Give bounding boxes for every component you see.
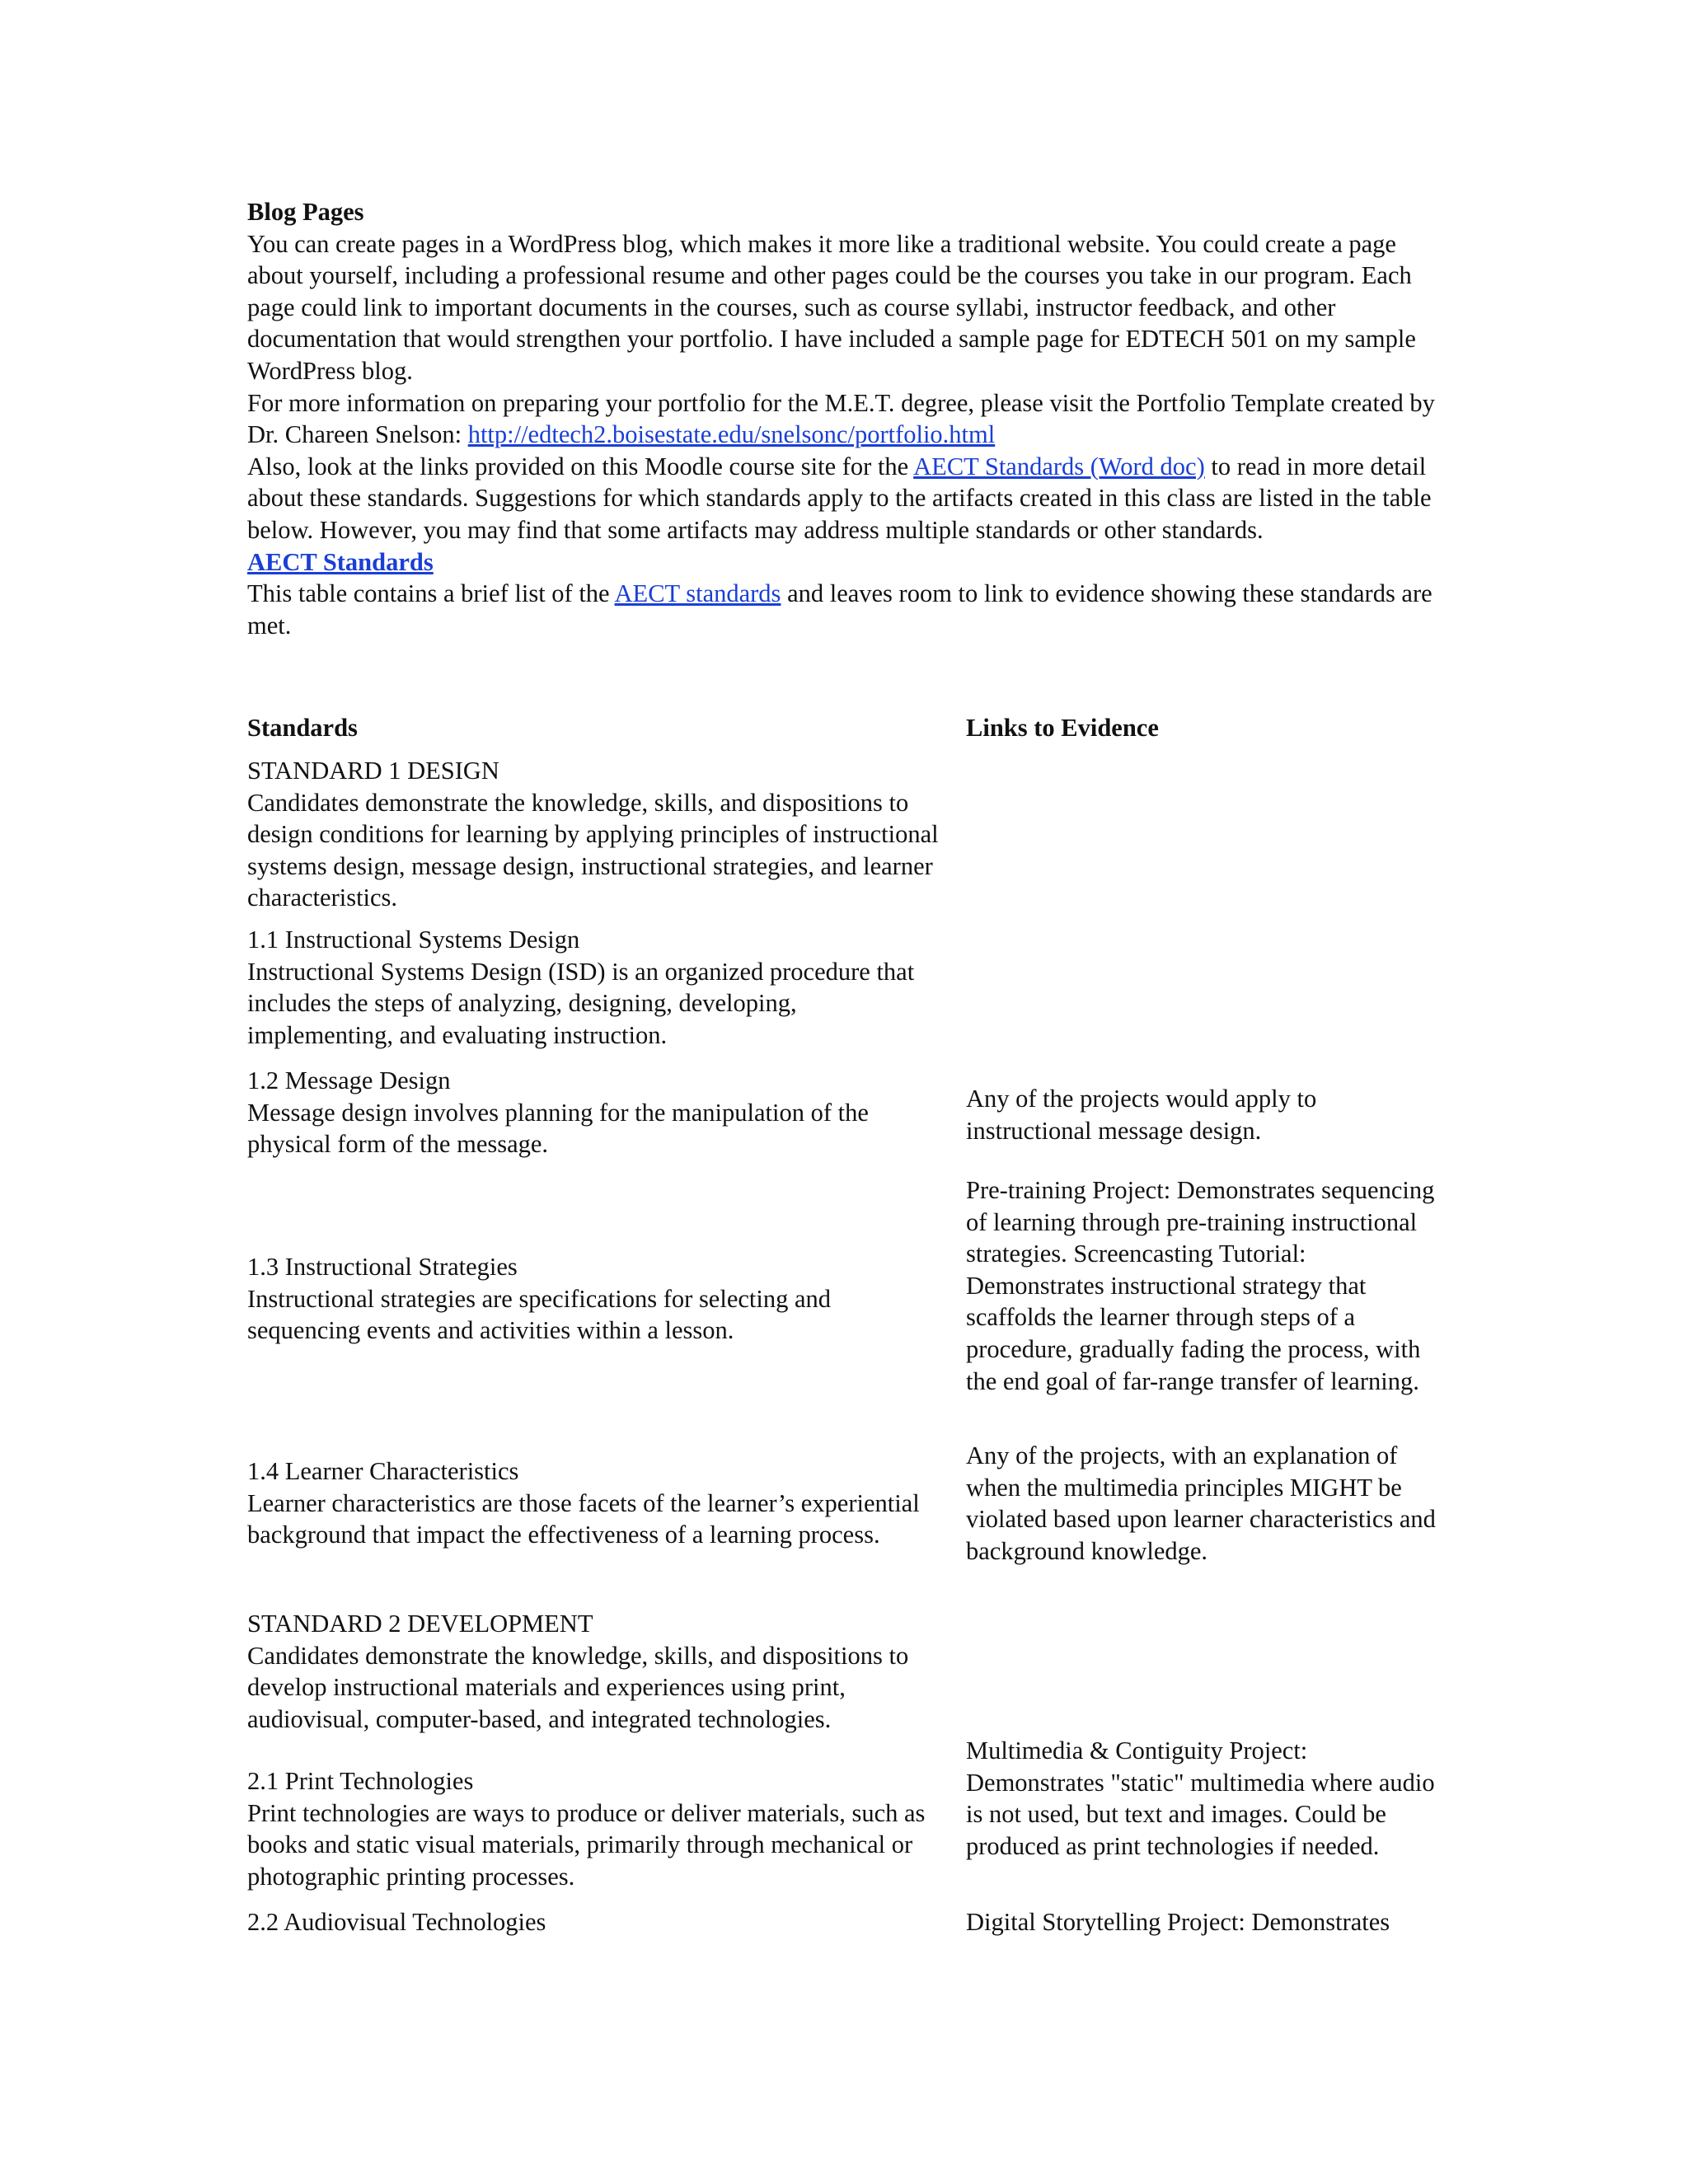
table-intro-paragraph: [247, 578, 1451, 641]
aect-standards-heading-link[interactable]: AECT Standards: [247, 547, 434, 576]
standard-title: 1.2 Message Design: [247, 1066, 451, 1094]
standard-title: 1.4 Learner Characteristics: [247, 1457, 519, 1485]
evidence-2-1: Multimedia & Contiguity Project: Demonstrates "static" multimedia where audio is not used, but text and images. Could be produced as print technologies if needed.: [966, 1736, 1435, 1860]
standard-description: Instructional Systems Design (ISD) is an organized procedure that includes the steps of analyzing, designing, developing, implementing, and evaluating instruction.: [247, 957, 915, 1049]
standard-description: Message design involves planning for the manipulation of the physical form of the message.: [247, 1098, 869, 1159]
table-row-1-4: [247, 1455, 948, 1551]
aect-doc-text-pre: Also, look at the links provided on this Moodle course site for the: [247, 452, 914, 480]
standards-column-header: Standards: [247, 714, 358, 742]
evidence-column-header: Links to Evidence: [966, 714, 1159, 742]
standard-title: STANDARD 2 DEVELOPMENT: [247, 1610, 593, 1638]
table-intro-pre: This table contains a brief list of the: [247, 579, 615, 608]
table-row-1-1: [247, 924, 948, 1051]
evidence-1-2: Any of the projects would apply to instructional message design.: [966, 1085, 1317, 1145]
aect-doc-text-post: to read in more detail about these standards. Suggestions for which standards apply to the artifacts created in this class are listed in the table below. However, you may find that some artifacts may address multiple standards or other standards.: [247, 452, 1432, 544]
portfolio-paragraph: [247, 387, 1451, 451]
blog-pages-paragraph: You can create pages in a WordPress blog, which makes it more like a traditional website. You could create a page about yourself, including a professional resume and other pages could be the courses you take in our program. Each page could link to important documents in the courses, such as course syllabi, instructor feedback, and other documentation that would strengthen your portfolio. I have included a sample page for EDTECH 501 on my sample WordPress blog.: [247, 229, 1416, 385]
table-intro-post: and leaves room to link to evidence showing these standards are met.: [247, 579, 1432, 640]
standard-description: Learner characteristics are those facets of the learner’s experiential background that impact the effectiveness of a learning process.: [247, 1488, 920, 1549]
intro-section: [247, 196, 1451, 641]
standard-description: Print technologies are ways to produce or deliver materials, such as books and static visual materials, primarily through mechanical or photographic printing processes.: [247, 1798, 926, 1891]
aect-standards-link[interactable]: AECT standards: [614, 579, 781, 608]
aect-standards-doc-link[interactable]: AECT Standards (Word doc): [913, 452, 1205, 480]
table-row-2-2: [247, 1906, 948, 1938]
evidence-2-2: Digital Storytelling Project: Demonstrates: [966, 1908, 1390, 1936]
blog-pages-heading: Blog Pages: [247, 198, 364, 226]
table-row-2-1: [247, 1765, 948, 1892]
evidence-1-3: Pre-training Project: Demonstrates sequencing of learning through pre-training instructional strategies. Screencasting Tutorial: Demonstrates instructional strategy that scaffolds the learner through steps of a procedure, gradually fading the process, with the end goal of far-range transfer of learning.: [966, 1176, 1435, 1395]
table-row-standard-2: [247, 1608, 948, 1735]
standard-title: 1.1 Instructional Systems Design: [247, 926, 580, 954]
evidence-1-4: Any of the projects, with an explanation of when the multimedia principles MIGHT be violated based upon learner characteristics and background knowledge.: [966, 1441, 1436, 1565]
aect-doc-paragraph: [247, 451, 1451, 546]
standard-title: 2.2 Audiovisual Technologies: [247, 1908, 546, 1936]
table-row-1-3: [247, 1251, 948, 1347]
standard-title: 2.1 Print Technologies: [247, 1767, 474, 1795]
table-row-standard-1: [247, 755, 948, 914]
portfolio-template-link[interactable]: http://edtech2.boisestate.edu/snelsonc/portfolio.html: [467, 420, 996, 449]
table-row-1-2: [247, 1065, 948, 1160]
standard-description: Instructional strategies are specifications for selecting and sequencing events and activities within a lesson.: [247, 1284, 832, 1345]
portfolio-text: For more information on preparing your portfolio for the M.E.T. degree, please visit the Portfolio Template created by Dr. Chareen Snelson:: [247, 388, 1435, 449]
standard-title: STANDARD 1 DESIGN: [247, 757, 499, 785]
standard-title: 1.3 Instructional Strategies: [247, 1253, 518, 1281]
standard-description: Candidates demonstrate the knowledge, skills, and dispositions to design conditions for learning by applying principles of instructional systems design, message design, instructional strategies, and learner characteristics.: [247, 788, 939, 912]
standard-description: Candidates demonstrate the knowledge, skills, and dispositions to develop instructional materials and experiences using print, audiovisual, computer-based, and integrated technologies.: [247, 1641, 909, 1733]
